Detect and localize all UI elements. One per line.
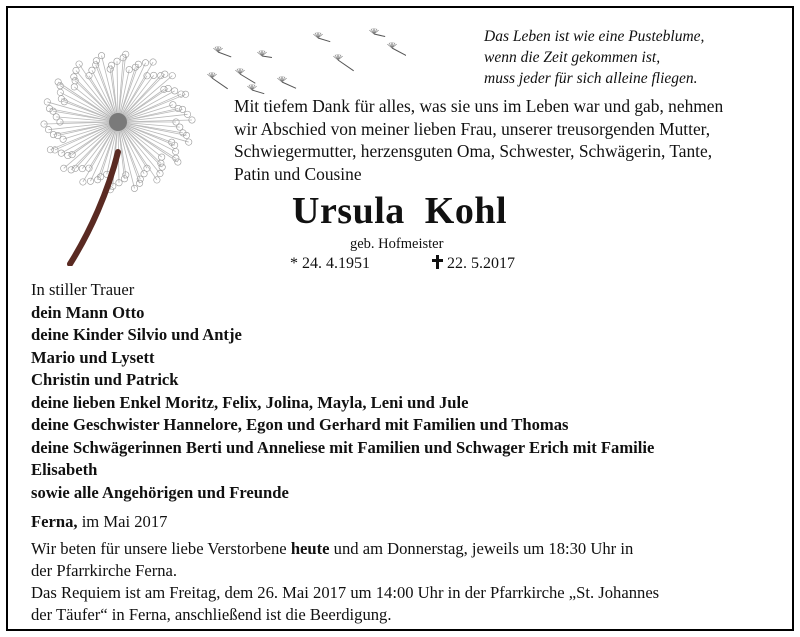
seed-tuft bbox=[80, 179, 86, 185]
prayer-after: und am Donnerstag, jeweils um 18:30 Uhr in bbox=[329, 539, 634, 558]
seed-tuft bbox=[142, 60, 148, 66]
seed-tuft bbox=[50, 131, 56, 137]
mourner-line: deine Schwägerinnen Berti und Anneliese mit Familien und Schwager Erich mit Familie bbox=[31, 437, 655, 457]
flying-seed bbox=[252, 90, 264, 94]
seed-tuft bbox=[150, 59, 156, 65]
mourner-line: deine lieben Enkel Moritz, Felix, Jolina, Mayla, Leni und Jule bbox=[31, 392, 469, 412]
deceased-name: Ursula Kohl bbox=[292, 190, 508, 232]
seed-tuft bbox=[46, 105, 52, 111]
birth-name: geb. Hofmeister bbox=[350, 236, 444, 252]
seed-tuft bbox=[87, 178, 93, 184]
flying-seed bbox=[218, 52, 231, 57]
mourner-line: Elisabeth bbox=[31, 460, 98, 479]
seed-tuft bbox=[136, 180, 142, 186]
flying-seed bbox=[212, 78, 228, 89]
prayer-before: Wir beten für unsere liebe Verstorbene bbox=[31, 539, 291, 558]
seed-tuft bbox=[76, 61, 82, 67]
seed-tuft bbox=[71, 74, 77, 80]
seed-tuft bbox=[126, 66, 132, 72]
place-and-date bbox=[31, 512, 167, 532]
dandelion-stem bbox=[70, 152, 118, 264]
place-town: Ferna, bbox=[31, 512, 78, 531]
intro-line: Schwiegermutter, herzensguten Oma, Schwester, Schwägerin, Tante, bbox=[234, 141, 713, 161]
mourner-line: deine Kinder Silvio und Antje bbox=[31, 325, 242, 344]
intro-line: wir Abschied von meiner lieben Frau, unserer treusorgenden Mutter, bbox=[234, 118, 711, 139]
place-date: im Mai 2017 bbox=[77, 512, 168, 531]
prayer-line bbox=[31, 538, 771, 560]
flying-seed bbox=[240, 74, 255, 83]
mourners-list bbox=[31, 279, 791, 504]
poem-line: muss jeder für sich alleine fliegen. bbox=[484, 70, 698, 87]
flying-seed bbox=[282, 82, 296, 88]
life-dates bbox=[290, 255, 515, 273]
prayer-today: heute bbox=[290, 539, 330, 558]
mourner-line: deine Geschwister Hannelore, Egon und Gerhard mit Familien und Thomas bbox=[31, 415, 569, 434]
requiem-line-2: der Täufer“ in Ferna, anschließend ist die Beerdigung. bbox=[31, 605, 392, 624]
birth-date: * 24. 4.1951 bbox=[290, 255, 370, 272]
seed-filament bbox=[61, 99, 118, 122]
flying-seed bbox=[374, 34, 385, 37]
seed-filament bbox=[118, 122, 175, 145]
seed-filament bbox=[118, 122, 162, 167]
flying-seed bbox=[338, 60, 354, 71]
mourner-line: sowie alle Angehörigen und Freunde bbox=[31, 482, 289, 502]
flying-seed bbox=[262, 56, 272, 57]
obituary-notice bbox=[6, 6, 794, 631]
requiem-line-1: Das Requiem ist am Freitag, dem 26. Mai 2017 um 14:00 Uhr in der Pfarrkirche „St. Johannes bbox=[31, 583, 660, 602]
seed-tuft bbox=[65, 152, 71, 158]
prayer-line-2: der Pfarrkirche Ferna. bbox=[31, 561, 178, 580]
death-date: 22. 5.2017 bbox=[447, 255, 515, 272]
flying-seed bbox=[392, 48, 406, 56]
poem-line: Das Leben ist wie eine Pusteblume, bbox=[484, 28, 705, 45]
mourner-line: Christin und Patrick bbox=[31, 370, 179, 389]
mourner-line: Mario und Lysett bbox=[31, 347, 155, 367]
poem bbox=[484, 26, 784, 89]
mourner-line: dein Mann Otto bbox=[31, 302, 145, 322]
intro-text bbox=[234, 95, 794, 185]
seed-tuft bbox=[162, 71, 168, 77]
seed-filament bbox=[74, 77, 118, 122]
death-date-group bbox=[432, 255, 515, 273]
flying-seed bbox=[318, 38, 330, 42]
intro-line: Patin und Cousine bbox=[234, 163, 362, 184]
seedhead-center bbox=[109, 113, 127, 131]
service-info bbox=[31, 538, 771, 626]
seed-tuft bbox=[131, 185, 137, 191]
cross-icon bbox=[432, 255, 443, 269]
mourners-heading: In stiller Trauer bbox=[31, 280, 135, 299]
poem-line: wenn die Zeit gekommen ist, bbox=[484, 49, 661, 66]
intro-line: Mit tiefem Dank für alles, was sie uns im Leben war und gab, nehmen bbox=[234, 96, 724, 116]
